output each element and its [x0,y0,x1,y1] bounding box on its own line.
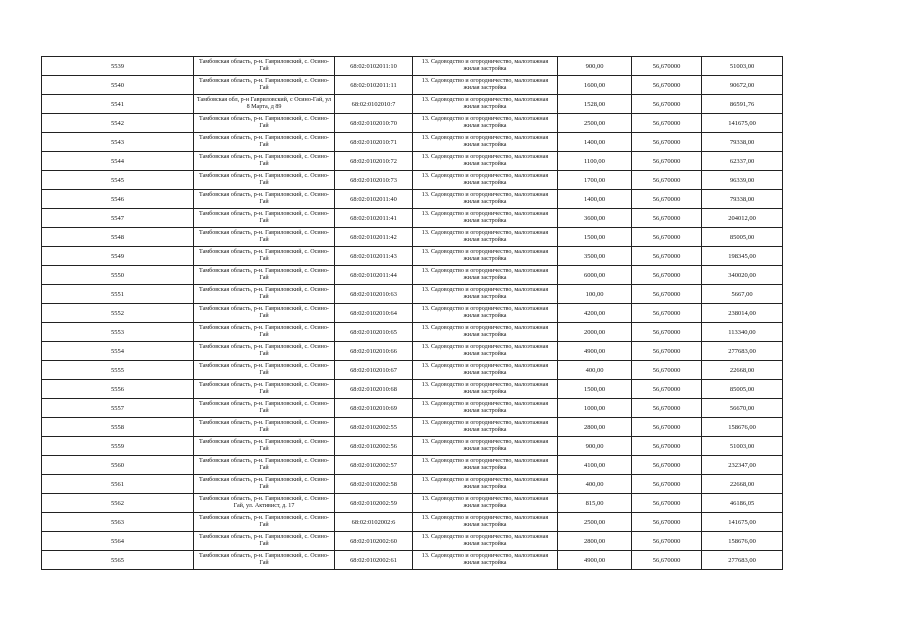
specific-value-cell: 56,670000 [632,418,702,437]
cadastral-number-cell: 68:02:0102002:56 [335,437,413,456]
address-cell: Тамбовская область, р-н. Гавриловский, с. Осино-Гай [194,361,335,380]
table-row [42,475,783,494]
address-cell: Тамбовская область, р-н. Гавриловский, с. Осино-Гай [194,323,335,342]
table-row [42,323,783,342]
address-cell: Тамбовская область, р-н. Гавриловский, с. Осино-Гай [194,133,335,152]
cadastral-number-cell: 68:02:0102002:57 [335,456,413,475]
area-cell: 4900,00 [558,551,632,570]
row-number-cell: 5550 [42,266,194,285]
table-row [42,209,783,228]
address-cell: Тамбовская область, р-н. Гавриловский, с. Осино-Гай [194,513,335,532]
area-cell: 2500,00 [558,114,632,133]
specific-value-cell: 56,670000 [632,266,702,285]
specific-value-cell: 56,670000 [632,247,702,266]
row-number-cell: 5558 [42,418,194,437]
row-number-cell: 5542 [42,114,194,133]
area-cell: 1600,00 [558,76,632,95]
land-use-cell: 13. Садоводство и огородничество, малоэтажная жилая застройка [413,171,558,190]
area-cell: 815,00 [558,494,632,513]
address-cell: Тамбовская область, р-н. Гавриловский, с. Осино-Гай [194,456,335,475]
area-cell: 100,00 [558,285,632,304]
land-use-cell: 13. Садоводство и огородничество, малоэтажная жилая застройка [413,95,558,114]
row-number-cell: 5544 [42,152,194,171]
address-cell: Тамбовская область, р-н. Гавриловский, с. Осино-Гай [194,114,335,133]
area-cell: 400,00 [558,361,632,380]
row-number-cell: 5562 [42,494,194,513]
cadastral-value-cell: 56670,00 [702,399,783,418]
land-use-cell: 13. Садоводство и огородничество, малоэтажная жилая застройка [413,247,558,266]
address-cell: Тамбовская область, р-н. Гавриловский, с. Осино-Гай [194,190,335,209]
area-cell: 1400,00 [558,133,632,152]
row-number-cell: 5547 [42,209,194,228]
cadastral-value-cell: 158676,00 [702,418,783,437]
cadastral-number-cell: 68:02:0102010:70 [335,114,413,133]
specific-value-cell: 56,670000 [632,57,702,76]
specific-value-cell: 56,670000 [632,209,702,228]
cadastral-number-cell: 68:02:0102010:73 [335,171,413,190]
table-row [42,285,783,304]
row-number-cell: 5549 [42,247,194,266]
area-cell: 900,00 [558,437,632,456]
cadastral-value-cell: 62337,00 [702,152,783,171]
area-cell: 4200,00 [558,304,632,323]
table-body [42,57,783,570]
area-cell: 1528,00 [558,95,632,114]
land-use-cell: 13. Садоводство и огородничество, малоэтажная жилая застройка [413,494,558,513]
area-cell: 900,00 [558,57,632,76]
land-use-cell: 13. Садоводство и огородничество, малоэтажная жилая застройка [413,190,558,209]
row-number-cell: 5546 [42,190,194,209]
land-use-cell: 13. Садоводство и огородничество, малоэтажная жилая застройка [413,323,558,342]
table-row [42,152,783,171]
row-number-cell: 5559 [42,437,194,456]
cadastral-value-cell: 22668,00 [702,475,783,494]
specific-value-cell: 56,670000 [632,323,702,342]
row-number-cell: 5557 [42,399,194,418]
cadastral-number-cell: 68:02:0102011:11 [335,76,413,95]
area-cell: 1700,00 [558,171,632,190]
specific-value-cell: 56,670000 [632,76,702,95]
cadastral-number-cell: 68:02:0102011:44 [335,266,413,285]
table-row [42,513,783,532]
specific-value-cell: 56,670000 [632,456,702,475]
row-number-cell: 5545 [42,171,194,190]
specific-value-cell: 56,670000 [632,513,702,532]
land-use-cell: 13. Садоводство и огородничество, малоэтажная жилая застройка [413,266,558,285]
land-use-cell: 13. Садоводство и огородничество, малоэтажная жилая застройка [413,285,558,304]
cadastral-value-cell: 86591,76 [702,95,783,114]
row-number-cell: 5543 [42,133,194,152]
specific-value-cell: 56,670000 [632,342,702,361]
land-use-cell: 13. Садоводство и огородничество, малоэтажная жилая застройка [413,114,558,133]
specific-value-cell: 56,670000 [632,228,702,247]
area-cell: 2800,00 [558,532,632,551]
cadastral-number-cell: 68:02:0102002:6 [335,513,413,532]
table-row [42,247,783,266]
cadastral-number-cell: 68:02:0102011:42 [335,228,413,247]
cadastral-number-cell: 68:02:0102011:43 [335,247,413,266]
land-use-cell: 13. Садоводство и огородничество, малоэтажная жилая застройка [413,209,558,228]
row-number-cell: 5540 [42,76,194,95]
address-cell: Тамбовская область, р-н. Гавриловский, с. Осино-Гай [194,475,335,494]
address-cell: Тамбовская область, р-н. Гавриловский, с. Осино-Гай [194,76,335,95]
land-use-cell: 13. Садоводство и огородничество, малоэтажная жилая застройка [413,152,558,171]
cadastral-number-cell: 68:02:0102010:66 [335,342,413,361]
table-row [42,228,783,247]
cadastral-value-cell: 96339,00 [702,171,783,190]
row-number-cell: 5555 [42,361,194,380]
specific-value-cell: 56,670000 [632,152,702,171]
land-use-cell: 13. Садоводство и огородничество, малоэтажная жилая застройка [413,399,558,418]
address-cell: Тамбовская область, р-н. Гавриловский, с. Осино-Гай [194,285,335,304]
cadastral-value-cell: 5667,00 [702,285,783,304]
cadastral-number-cell: 68:02:0102011:41 [335,209,413,228]
land-use-cell: 13. Садоводство и огородничество, малоэтажная жилая застройка [413,342,558,361]
table-row [42,532,783,551]
land-use-cell: 13. Садоводство и огородничество, малоэтажная жилая застройка [413,418,558,437]
address-cell: Тамбовская область, р-н. Гавриловский, с. Осино-Гай [194,380,335,399]
area-cell: 4100,00 [558,456,632,475]
table-row [42,76,783,95]
area-cell: 2800,00 [558,418,632,437]
table-row [42,399,783,418]
address-cell: Тамбовская область, р-н. Гавриловский, с. Осино-Гай [194,209,335,228]
row-number-cell: 5553 [42,323,194,342]
row-number-cell: 5563 [42,513,194,532]
specific-value-cell: 56,670000 [632,475,702,494]
cadastral-value-cell: 79338,00 [702,190,783,209]
specific-value-cell: 56,670000 [632,133,702,152]
address-cell: Тамбовская область, р-н. Гавриловский, с. Осино-Гай [194,437,335,456]
area-cell: 1400,00 [558,190,632,209]
cadastral-number-cell: 68:02:0102010:65 [335,323,413,342]
table-row [42,171,783,190]
land-use-cell: 13. Садоводство и огородничество, малоэтажная жилая застройка [413,76,558,95]
specific-value-cell: 56,670000 [632,380,702,399]
row-number-cell: 5564 [42,532,194,551]
cadastral-number-cell: 68:02:0102011:40 [335,190,413,209]
address-cell: Тамбовская область, р-н. Гавриловский, с. Осино-Гай [194,266,335,285]
table-row [42,551,783,570]
land-use-cell: 13. Садоводство и огородничество, малоэтажная жилая застройка [413,532,558,551]
table-row [42,342,783,361]
cadastral-value-cell: 277683,00 [702,342,783,361]
cadastral-number-cell: 68:02:0102010:7 [335,95,413,114]
land-use-cell: 13. Садоводство и огородничество, малоэтажная жилая застройка [413,133,558,152]
area-cell: 400,00 [558,475,632,494]
area-cell: 6000,00 [558,266,632,285]
cadastral-number-cell: 68:02:0102002:55 [335,418,413,437]
area-cell: 2500,00 [558,513,632,532]
address-cell: Тамбовская область, р-н. Гавриловский, с. Осино-Гай [194,171,335,190]
area-cell: 1000,00 [558,399,632,418]
cadastral-value-cell: 204012,00 [702,209,783,228]
cadastral-value-cell: 51003,00 [702,437,783,456]
land-use-cell: 13. Садоводство и огородничество, малоэтажная жилая застройка [413,513,558,532]
address-cell: Тамбовская область, р-н. Гавриловский, с. Осино-Гай [194,304,335,323]
row-number-cell: 5552 [42,304,194,323]
table-row [42,133,783,152]
cadastral-number-cell: 68:02:0102010:67 [335,361,413,380]
area-cell: 1500,00 [558,380,632,399]
cadastral-value-cell: 238014,00 [702,304,783,323]
row-number-cell: 5565 [42,551,194,570]
cadastral-number-cell: 68:02:0102010:63 [335,285,413,304]
land-use-cell: 13. Садоводство и огородничество, малоэтажная жилая застройка [413,304,558,323]
cadastral-value-cell: 90672,00 [702,76,783,95]
cadastral-value-cell: 198345,00 [702,247,783,266]
area-cell: 4900,00 [558,342,632,361]
specific-value-cell: 56,670000 [632,437,702,456]
address-cell: Тамбовская область, р-н. Гавриловский, с. Осино-Гай [194,418,335,437]
cadastral-value-cell: 277683,00 [702,551,783,570]
specific-value-cell: 56,670000 [632,114,702,133]
cadastral-number-cell: 68:02:0102002:61 [335,551,413,570]
specific-value-cell: 56,670000 [632,361,702,380]
address-cell: Тамбовская область, р-н. Гавриловский, с. Осино-Гай [194,342,335,361]
cadastral-value-cell: 46186,05 [702,494,783,513]
specific-value-cell: 56,670000 [632,532,702,551]
area-cell: 3500,00 [558,247,632,266]
area-cell: 1100,00 [558,152,632,171]
row-number-cell: 5560 [42,456,194,475]
cadastral-number-cell: 68:02:0102002:58 [335,475,413,494]
cadastral-value-table [41,56,783,570]
cadastral-number-cell: 68:02:0102010:71 [335,133,413,152]
address-cell: Тамбовская область, р-н. Гавриловский, с. Осино-Гай [194,152,335,171]
cadastral-value-cell: 85005,00 [702,380,783,399]
land-use-cell: 13. Садоводство и огородничество, малоэтажная жилая застройка [413,57,558,76]
specific-value-cell: 56,670000 [632,171,702,190]
address-cell: Тамбовская область, р-н. Гавриловский, с. Осино-Гай [194,551,335,570]
cadastral-value-cell: 340020,00 [702,266,783,285]
cadastral-number-cell: 68:02:0102010:72 [335,152,413,171]
area-cell: 3600,00 [558,209,632,228]
address-cell: Тамбовская область, р-н. Гавриловский, с. Осино-Гай [194,228,335,247]
cadastral-value-cell: 232347,00 [702,456,783,475]
cadastral-number-cell: 68:02:0102010:64 [335,304,413,323]
specific-value-cell: 56,670000 [632,494,702,513]
address-cell: Тамбовская область, р-н. Гавриловский, с. Осино-Гай [194,247,335,266]
cadastral-value-cell: 141675,00 [702,114,783,133]
cadastral-value-cell: 79338,00 [702,133,783,152]
address-cell: Тамбовская область, р-н. Гавриловский, с. Осино-Гай, ул. Активист, д. 17 [194,494,335,513]
specific-value-cell: 56,670000 [632,95,702,114]
table-row [42,190,783,209]
land-use-cell: 13. Садоводство и огородничество, малоэтажная жилая застройка [413,437,558,456]
cadastral-value-cell: 113340,00 [702,323,783,342]
row-number-cell: 5556 [42,380,194,399]
land-use-cell: 13. Садоводство и огородничество, малоэтажная жилая застройка [413,475,558,494]
area-cell: 2000,00 [558,323,632,342]
cadastral-value-cell: 85005,00 [702,228,783,247]
specific-value-cell: 56,670000 [632,551,702,570]
cadastral-number-cell: 68:02:0102010:69 [335,399,413,418]
row-number-cell: 5551 [42,285,194,304]
table-row [42,304,783,323]
cadastral-value-cell: 51003,00 [702,57,783,76]
area-cell: 1500,00 [558,228,632,247]
row-number-cell: 5554 [42,342,194,361]
table-row [42,418,783,437]
row-number-cell: 5561 [42,475,194,494]
table-row [42,57,783,76]
cadastral-number-cell: 68:02:0102002:59 [335,494,413,513]
specific-value-cell: 56,670000 [632,399,702,418]
cadastral-value-cell: 22668,00 [702,361,783,380]
cadastral-value-cell: 158676,00 [702,532,783,551]
address-cell: Тамбовская обл, р-н Гавриловский, с Осино-Гай, ул 8 Марта, д 89 [194,95,335,114]
table-row [42,114,783,133]
specific-value-cell: 56,670000 [632,285,702,304]
land-use-cell: 13. Садоводство и огородничество, малоэтажная жилая застройка [413,228,558,247]
row-number-cell: 5539 [42,57,194,76]
cadastral-number-cell: 68:02:0102002:60 [335,532,413,551]
land-use-cell: 13. Садоводство и огородничество, малоэтажная жилая застройка [413,380,558,399]
table-row [42,361,783,380]
table-row [42,456,783,475]
table-row [42,95,783,114]
row-number-cell: 5541 [42,95,194,114]
land-use-cell: 13. Садоводство и огородничество, малоэтажная жилая застройка [413,456,558,475]
land-use-cell: 13. Садоводство и огородничество, малоэтажная жилая застройка [413,361,558,380]
table-row [42,380,783,399]
address-cell: Тамбовская область, р-н. Гавриловский, с. Осино-Гай [194,532,335,551]
specific-value-cell: 56,670000 [632,190,702,209]
table-row [42,494,783,513]
address-cell: Тамбовская область, р-н. Гавриловский, с. Осино-Гай [194,399,335,418]
table-row [42,266,783,285]
specific-value-cell: 56,670000 [632,304,702,323]
cadastral-number-cell: 68:02:0102011:10 [335,57,413,76]
cadastral-value-cell: 141675,00 [702,513,783,532]
table-row [42,437,783,456]
land-use-cell: 13. Садоводство и огородничество, малоэтажная жилая застройка [413,551,558,570]
row-number-cell: 5548 [42,228,194,247]
address-cell: Тамбовская область, р-н. Гавриловский, с. Осино-Гай [194,57,335,76]
cadastral-number-cell: 68:02:0102010:68 [335,380,413,399]
